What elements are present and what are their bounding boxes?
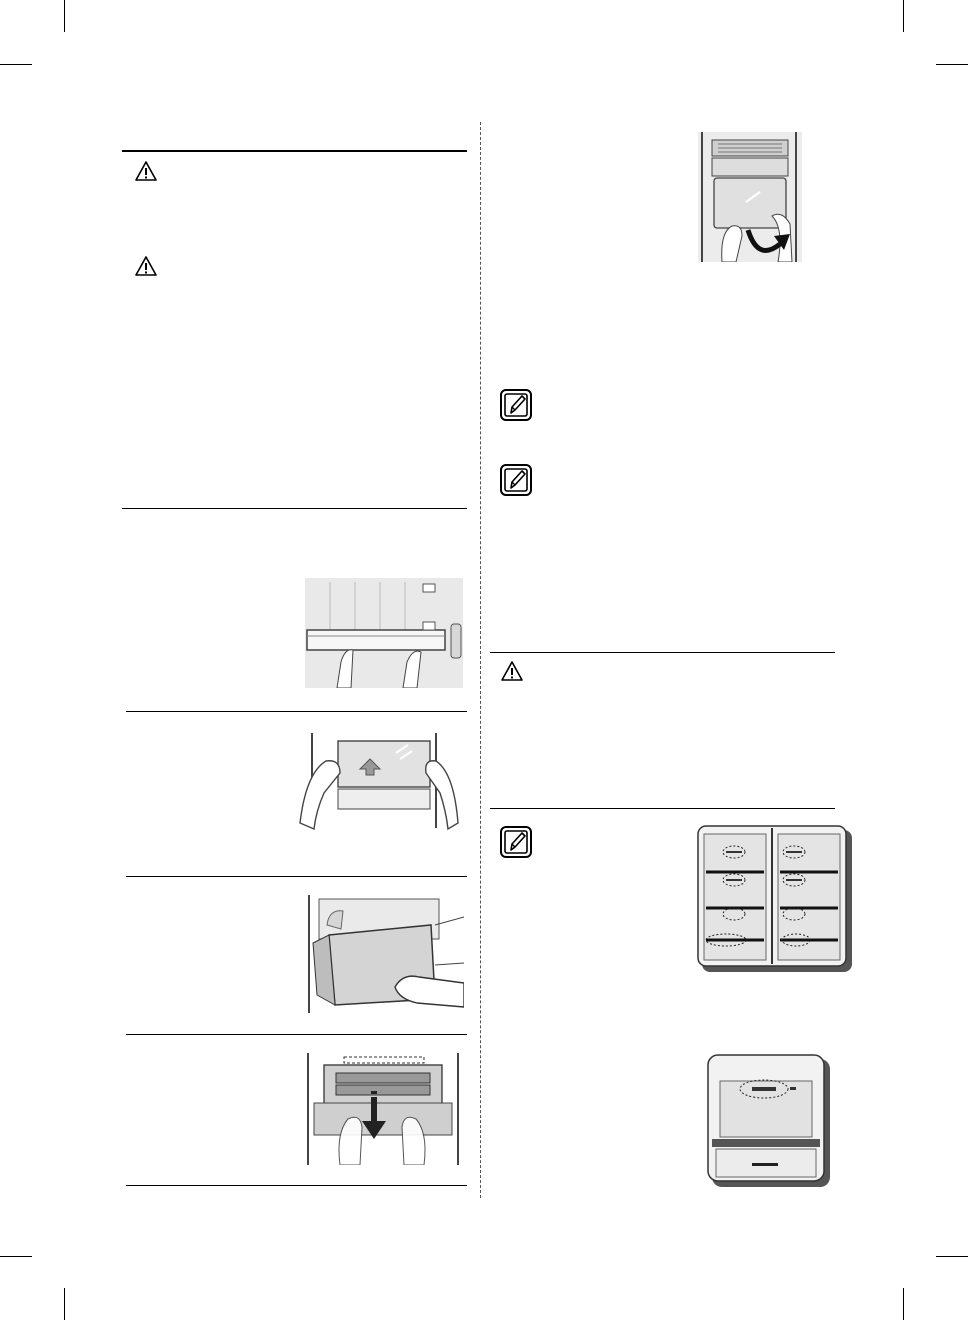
warning-triangle-icon (501, 661, 523, 681)
caution-section-rule (122, 150, 467, 152)
crop-mark-bottom-right-h (936, 1256, 968, 1257)
step-rule (126, 876, 467, 877)
column-divider (480, 122, 481, 1198)
crop-mark-bottom-right-v (903, 1288, 904, 1320)
step-rule (126, 1034, 467, 1035)
crop-mark-top-right-v (903, 0, 904, 32)
led-lamp-location-dispenser-illustration (706, 1053, 834, 1191)
pulling-out-drawer-illustration (299, 895, 464, 1015)
note-pencil-icon (500, 464, 532, 496)
step-rule (126, 711, 467, 712)
crop-mark-bottom-left-v (64, 1288, 65, 1320)
warning-triangle-icon (135, 161, 157, 181)
note-pencil-icon (500, 826, 532, 858)
led-section-rule (490, 808, 835, 809)
crop-mark-top-left-h (0, 64, 32, 65)
removal-section-rule (122, 508, 467, 509)
led-lamp-locations-fridge-illustration (696, 824, 856, 974)
note-pencil-icon (500, 389, 532, 421)
crop-mark-top-right-h (936, 64, 968, 65)
crop-mark-bottom-left-h (0, 1256, 32, 1257)
lifting-door-bin-illustration (296, 733, 466, 833)
crop-mark-top-left-v (64, 0, 65, 32)
warning-triangle-icon (135, 256, 157, 276)
removing-glass-shelf-illustration (305, 578, 463, 688)
rotating-ice-bucket-illustration (698, 132, 802, 262)
step-rule (126, 1185, 467, 1186)
caution-section-rule (490, 652, 835, 653)
pulling-out-crisper-drawer-illustration (300, 1053, 464, 1165)
